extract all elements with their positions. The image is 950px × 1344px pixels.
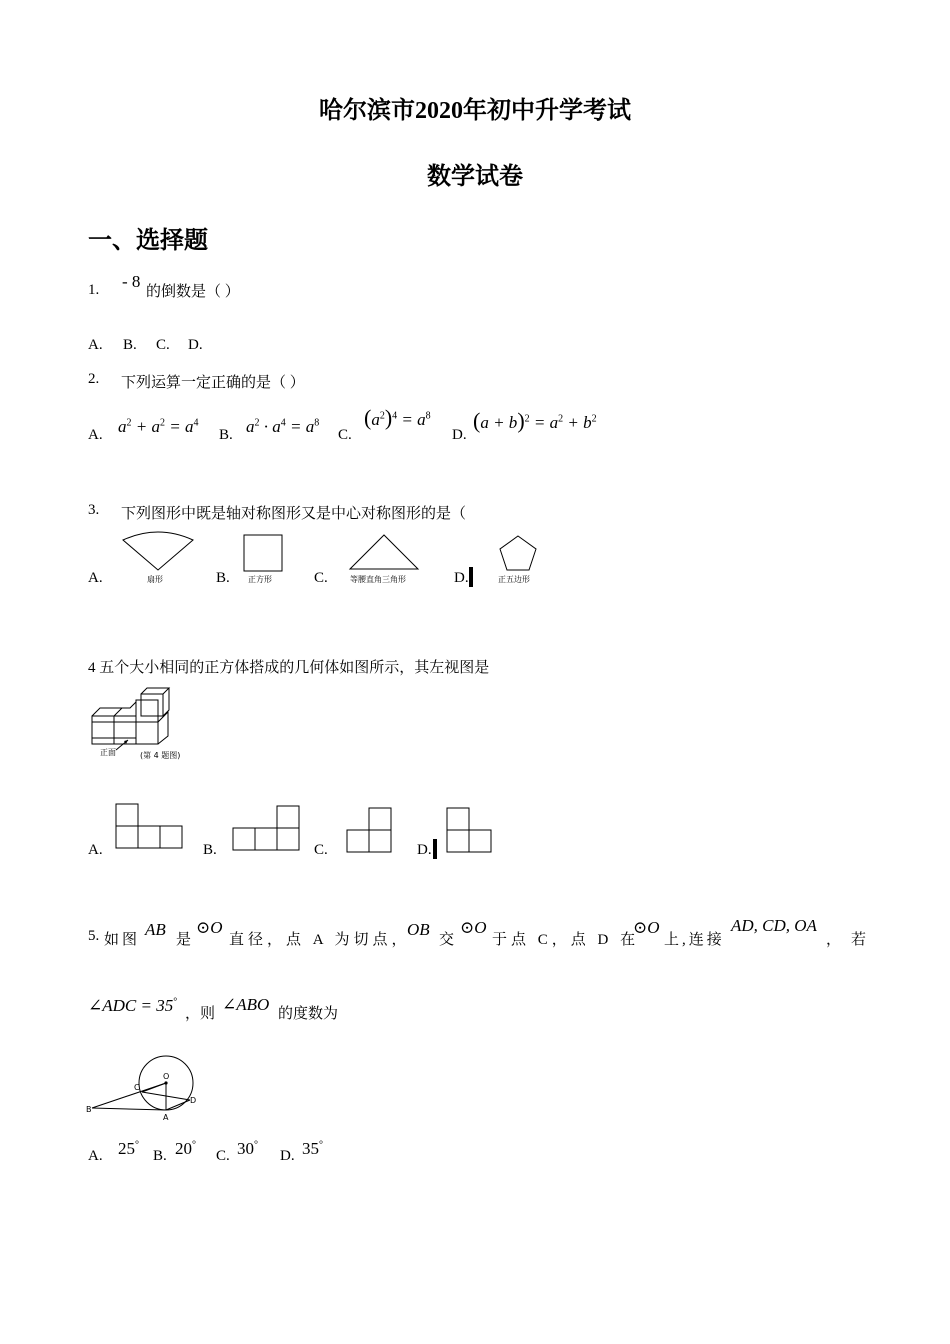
q1-option-a: A. (88, 337, 103, 353)
q4-fig-caption: (第 4 题图) (140, 751, 181, 760)
q5-option-a: 25° (118, 1139, 139, 1158)
q2-number: 2. (88, 371, 100, 387)
q5-math-o1: ⊙O (196, 918, 223, 937)
q5-seg8: ，则 (185, 1006, 216, 1022)
document-subtitle: 数学试卷 (427, 164, 523, 190)
q2-formula-d: $(a + b)^2 = a^2 + b^2$ (473, 408, 597, 433)
section-heading: 一、选择题 (88, 228, 208, 254)
q5-fig-point-a: A (163, 1113, 169, 1122)
q5-seg3: 直径，点 A 为切点， (229, 932, 411, 948)
q5-math-angle-abo: ∠ABO (222, 995, 270, 1014)
q2-text: 下列运算一定正确的是（ ） (121, 375, 305, 391)
q1-option-b: B. (123, 337, 137, 353)
q5-option-d: 35° (302, 1139, 323, 1158)
q5-prefix: 5. (88, 928, 100, 944)
q3-label-c: C. (314, 570, 328, 586)
q5-seg4: 交 (439, 932, 455, 948)
q5-label-d: D. (280, 1148, 295, 1164)
q5-seg6: 上,连接 (664, 932, 725, 948)
q3-label-b: B. (216, 570, 230, 586)
q5-seg9: 的度数为 (278, 1006, 339, 1022)
q3-caption-d: 正五边形 (498, 575, 530, 584)
q5-math-o3: ⊙O (633, 918, 660, 937)
q5-seg1: 如图 (104, 932, 141, 948)
q5-fig-point-o: O (163, 1072, 170, 1081)
isosceles-right-triangle-figure (342, 531, 422, 573)
document-title: 哈尔滨市2020年初中升学考试 (319, 98, 631, 124)
q4-text: 4 五个大小相同的正方体搭成的几何体如图所示，其左视图是 (88, 660, 490, 676)
q2-formula-c: $(a^2)^4 = a^8$ (364, 405, 431, 430)
q5-seg5: 于点 C，点 D 在 (492, 932, 640, 948)
q4-label-c: C. (314, 842, 328, 858)
q3-label-d: D. (454, 570, 469, 586)
q1-option-c: C. (156, 337, 170, 353)
text-cursor-2 (433, 839, 437, 859)
q4-label-d: D. (417, 842, 432, 858)
q3-text: 下列图形中既是轴对称图形又是中心对称图形的是（ (121, 506, 467, 522)
q3-label-a: A. (88, 570, 103, 586)
q5-option-b: 20° (175, 1139, 196, 1158)
q5-label-a: A. (88, 1148, 103, 1164)
sector-figure (118, 530, 198, 580)
q5-fig-point-b: B (86, 1105, 92, 1114)
q2-formula-b: $a^2 \cdot a^4 = a^8$ (246, 417, 320, 436)
q5-math-ob: OB (407, 920, 430, 939)
q2-label-b: B. (219, 427, 233, 443)
q1-text: 的倒数是（ ） (146, 284, 240, 300)
q2-label-c: C. (338, 427, 352, 443)
q5-option-c: 30° (237, 1139, 258, 1158)
q4-fig-front-label: 正面 (100, 748, 116, 757)
q4-view-a (114, 802, 186, 852)
q1-number: 1. (88, 282, 100, 298)
q4-label-a: A. (88, 842, 103, 858)
q5-math-ab: AB (145, 920, 166, 939)
q5-fig-point-d: D (190, 1096, 197, 1105)
text-cursor (469, 567, 473, 587)
q2-label-d: D. (452, 427, 467, 443)
q5-label-b: B. (153, 1148, 167, 1164)
q2-label-a: A. (88, 427, 103, 443)
q5-math-list: AD, CD, OA (731, 916, 817, 935)
q5-label-c: C. (216, 1148, 230, 1164)
q1-value: - 8 (122, 272, 141, 291)
q5-math-o2: ⊙O (460, 918, 487, 937)
q1-option-d: D. (188, 337, 203, 353)
q4-label-b: B. (203, 842, 217, 858)
q5-seg2: 是 (176, 932, 192, 948)
q5-seg7: ，若 (826, 932, 877, 948)
regular-pentagon-figure (494, 533, 542, 575)
q4-view-c (345, 806, 395, 856)
q5-circle-figure (84, 1050, 214, 1125)
q3-caption-c: 等腰直角三角形 (350, 575, 406, 584)
square-figure (240, 533, 286, 573)
q4-view-d (444, 806, 496, 856)
q3-caption-a: 扇形 (147, 575, 163, 584)
q2-formula-a: $a^2 + a^2 = a^4$ (118, 417, 199, 436)
q4-view-b (231, 804, 303, 854)
q3-number: 3. (88, 502, 100, 518)
q3-caption-b: 正方形 (248, 575, 272, 584)
q5-fig-point-c: C (134, 1083, 140, 1092)
q5-math-angle-adc: ∠ADC = 35° (88, 996, 178, 1015)
